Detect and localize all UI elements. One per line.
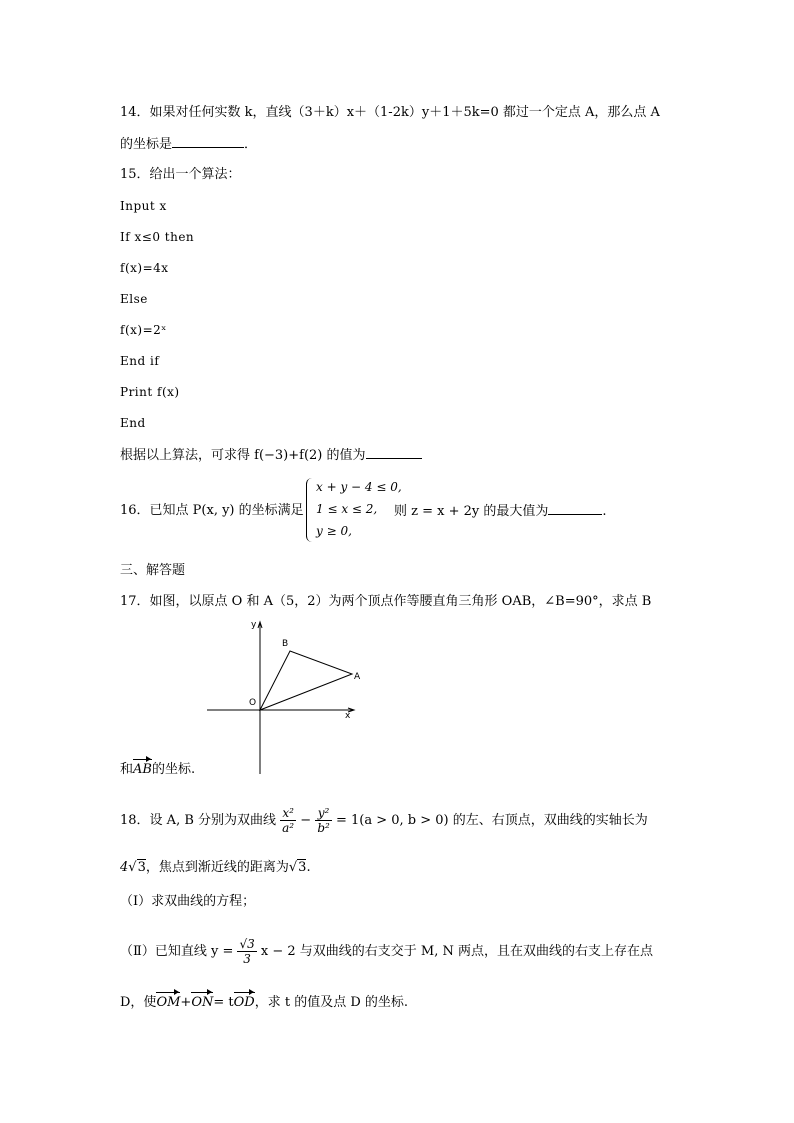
- q15-answer-blank[interactable]: [366, 446, 422, 459]
- q14-end: ．: [244, 137, 258, 152]
- q15-code-line: Input x: [120, 199, 167, 213]
- q18-line1-pre: 18．设 A, B 分别为双曲线: [120, 813, 277, 828]
- q16-condition: 1 ≤ x ≤ 2,: [316, 502, 378, 516]
- q18-part2-pre: （Ⅱ）已知直线 y =: [120, 944, 234, 959]
- sqrt-sign: √: [128, 860, 137, 875]
- q15-code-line: f(x)=2ˣ: [120, 323, 167, 337]
- q16-condition: x + y − 4 ≤ 0,: [316, 480, 402, 494]
- q16-middle-text: 则 z = x + 2y 的最大值为: [394, 504, 549, 519]
- fraction-y2-b2: [315, 806, 332, 835]
- q16-prefix: 16．已知点 P(x, y) 的坐标满足: [120, 503, 304, 518]
- q15-code-line: If x≤0 then: [120, 230, 195, 244]
- q18-part3-pre: D，使: [120, 995, 157, 1010]
- frac-num: x²: [280, 806, 296, 821]
- q14-line2-text: 的坐标是: [120, 137, 173, 152]
- q18-line1-eq: = 1(a > 0, b > 0) 的左、右顶点，双曲线的实轴长为: [335, 813, 648, 828]
- q16-brace: [306, 478, 315, 542]
- q17-figure: [200, 614, 370, 780]
- frac-den: b²: [317, 821, 330, 835]
- fraction-x2-a2: [280, 806, 296, 835]
- q16-condition: y ≥ 0,: [316, 524, 352, 538]
- label-x: x: [345, 711, 351, 721]
- q15-title: 15．给出一个算法：: [120, 167, 241, 182]
- q18-line2: [120, 859, 311, 877]
- q14-line1: 14．如果对任何实数 k，直线（3＋k）x＋（1-2k）y＋1＋5k=0 都过一个定点 A，那么点 A: [120, 105, 660, 120]
- q15-code-line: Print f(x): [120, 385, 180, 399]
- label-y: y: [251, 620, 257, 630]
- q16-middle: [394, 502, 607, 521]
- q16-end: .: [602, 504, 607, 519]
- vector-ab: AB: [133, 762, 152, 777]
- q15-question: [120, 446, 422, 465]
- label-b: B: [282, 639, 289, 649]
- frac-num: √3: [239, 937, 255, 951]
- q18-line2-end: .: [306, 860, 311, 875]
- frac-den: a²: [282, 821, 295, 835]
- minus-sign: −: [300, 813, 312, 828]
- frac-num: y²: [315, 806, 332, 821]
- q18-part3: [120, 994, 408, 1012]
- q15-code-line: Else: [120, 292, 148, 306]
- q18-line1: [120, 806, 648, 836]
- vector-on: ON: [191, 995, 214, 1010]
- q15-question-text: 根据以上算法，可求得 f(−3)+f(2) 的值为: [120, 448, 366, 463]
- q18-part2-post: x − 2 与双曲线的右支交于 M, N 两点，且在双曲线的右支上存在点: [260, 944, 654, 959]
- vector-od: OD: [233, 995, 255, 1010]
- q17-line2-pre: 和: [120, 762, 134, 777]
- q17-line2: [120, 761, 195, 779]
- q18-part2: [120, 937, 653, 967]
- q18-line2-b: ，焦点到渐近线的距离为: [145, 860, 289, 875]
- q15-code-line: End if: [120, 354, 160, 368]
- q15-code-line: End: [120, 416, 146, 430]
- frac-den: 3: [243, 952, 251, 966]
- plus-sign: +: [180, 995, 192, 1010]
- q15-code-line: f(x)=4x: [120, 261, 169, 275]
- q14-answer-blank[interactable]: [172, 135, 244, 148]
- q18-line2-a: 4: [120, 860, 129, 875]
- sqrt-sign: √: [288, 860, 298, 875]
- q18-part1: （Ⅰ）求双曲线的方程；: [120, 894, 256, 909]
- q14-line2: [120, 135, 257, 154]
- sqrt-radicand: 3: [298, 860, 307, 875]
- q16-answer-blank[interactable]: [548, 502, 602, 515]
- equals-t: = t: [213, 995, 234, 1010]
- triangle-oab: [260, 651, 352, 710]
- section-heading: 三、解答题: [120, 563, 186, 578]
- label-a: A: [354, 672, 361, 682]
- q18-part3-post: ，求 t 的值及点 D 的坐标.: [254, 995, 409, 1010]
- sqrt-radicand: 3: [137, 860, 146, 875]
- label-o: O: [249, 698, 257, 708]
- fraction-sqrt3-3: [237, 937, 256, 966]
- q17-line2-post: 的坐标.: [151, 762, 196, 777]
- vector-om: OM: [156, 995, 181, 1010]
- q17-line1: 17．如图，以原点 O 和 A（5，2）为两个顶点作等腰直角三角形 OAB，∠B=90°，求点 B: [120, 594, 652, 609]
